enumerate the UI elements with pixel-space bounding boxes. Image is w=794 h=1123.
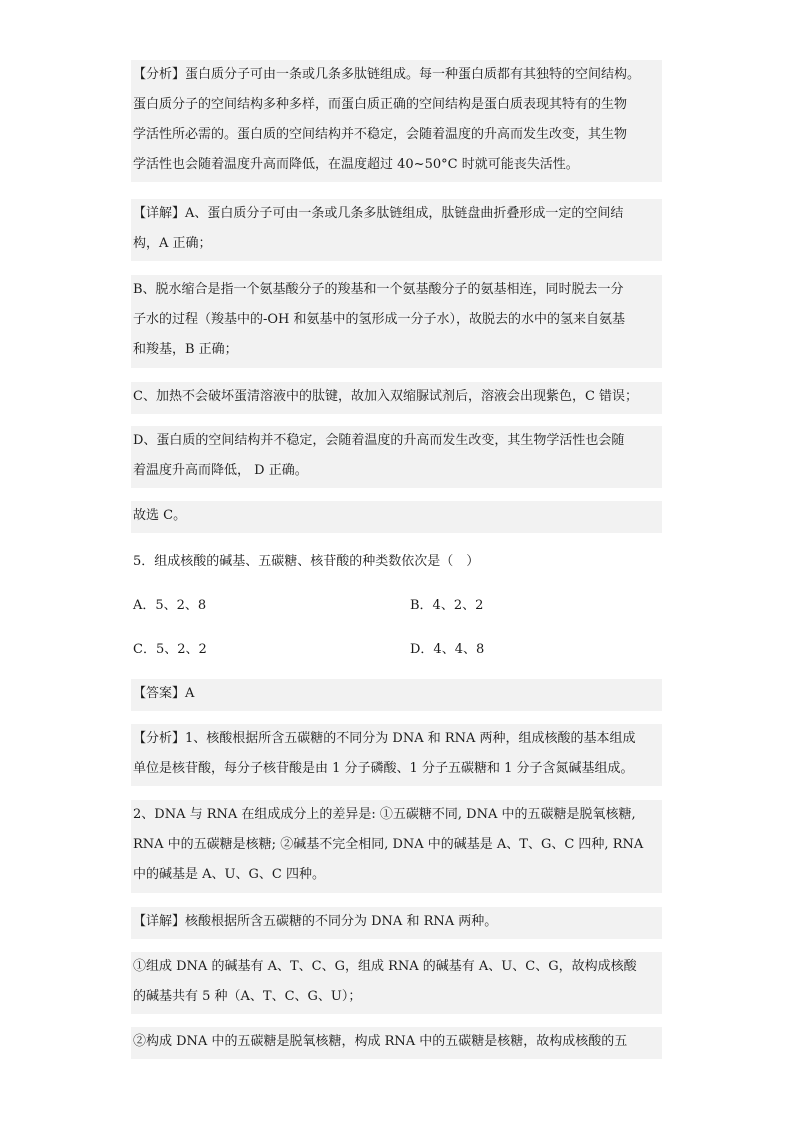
q5-answer xyxy=(131,679,662,711)
text-line: 故选 C。 xyxy=(133,508,187,523)
text-line: ①组成 DNA 的碱基有 A、T、C、G，组成 RNA 的碱基有 A、U、C、G，故构成核酸 xyxy=(133,959,637,974)
q4-option-c-explanation xyxy=(131,382,662,414)
q5-option-b: B．4、2、2 xyxy=(410,598,484,613)
text-line: RNA 中的五碳糖是核糖; ②碱基不完全相同, DNA 中的碱基是 A、T、G、C 四种, RNA xyxy=(133,837,644,852)
q5-point-2 xyxy=(131,1027,662,1059)
text-line: B、脱水缩合是指一个氨基酸分子的羧基和一个氨基酸分子的氨基相连，同时脱去一分 xyxy=(133,282,624,297)
text-line: 中的碱基是 A、U、G、C 四种。 xyxy=(133,867,325,882)
text-line: 学活性也会随着温度升高而降低，在温度超过 40~50°C 时就可能丧失活性。 xyxy=(133,157,579,172)
q4-detail-block xyxy=(131,199,662,261)
q5-detail xyxy=(131,907,662,939)
text-line: 学活性所必需的。蛋白质的空间结构并不稳定，会随着温度的升高而发生改变，其生物 xyxy=(133,127,628,142)
q5-analysis-1 xyxy=(131,724,662,786)
text-line: 单位是核苷酸，每分子核苷酸是由 1 分子磷酸、1 分子五碳糖和 1 分子含氮碱基组成。 xyxy=(133,761,634,776)
text-line: 2、DNA 与 RNA 在组成成分上的差异是: ①五碳糖不同, DNA 中的五碳糖是脱氧核糖, xyxy=(133,807,636,822)
q5-option-c: C．5、2、2 xyxy=(133,642,207,657)
q5-option-d: D．4、4、8 xyxy=(410,642,485,657)
text-line: 着温度升高而降低， D 正确。 xyxy=(133,463,308,478)
text-line: D、蛋白质的空间结构并不稳定，会随着温度的升高而发生改变，其生物学活性也会随 xyxy=(133,433,625,448)
text-line: 【答案】A xyxy=(133,686,195,701)
text-line: 【分析】蛋白质分子可由一条或几条多肽链组成。每一种蛋白质都有其独特的空间结构。 xyxy=(133,67,641,82)
text-line: 子水的过程（羧基中的-OH 和氨基中的氢形成一分子水），故脱去的水中的氢来自氨基 xyxy=(133,312,626,327)
text-line: 的碱基共有 5 种（A、T、C、G、U）； xyxy=(133,989,362,1004)
text-line: 【分析】1、核酸根据所含五碳糖的不同分为 DNA 和 RNA 两种，组成核酸的基本组成 xyxy=(133,731,636,746)
q4-analysis-block xyxy=(131,60,662,182)
q4-option-b-explanation xyxy=(131,275,662,368)
text-line: 【详解】A、蛋白质分子可由一条或几条多肽链组成，肽链盘曲折叠形成一定的空间结 xyxy=(133,206,624,221)
q4-option-d-explanation xyxy=(131,426,662,488)
q5-option-a: A．5、2、8 xyxy=(133,598,207,613)
text-line: ②构成 DNA 中的五碳糖是脱氧核糖，构成 RNA 中的五碳糖是核糖，故构成核酸的五 xyxy=(133,1034,628,1049)
text-line: C、加热不会破坏蛋清溶液中的肽键，故加入双缩脲试剂后，溶液会出现紫色，C 错误； xyxy=(133,389,639,404)
text-line: 蛋白质分子的空间结构多种多样，而蛋白质正确的空间结构是蛋白质表现其特有的生物 xyxy=(133,97,628,112)
text-line: 和羧基，B 正确； xyxy=(133,342,238,357)
text-line: 【详解】核酸根据所含五碳糖的不同分为 DNA 和 RNA 两种。 xyxy=(133,914,498,929)
q5-analysis-2 xyxy=(131,800,662,893)
q5-point-1 xyxy=(131,952,662,1014)
text-line: 构，A 正确； xyxy=(133,236,212,251)
q4-choice xyxy=(131,501,662,533)
q5-question: 5．组成核酸的碱基、五碳糖、核苷酸的种类数依次是（ ） xyxy=(133,554,480,569)
